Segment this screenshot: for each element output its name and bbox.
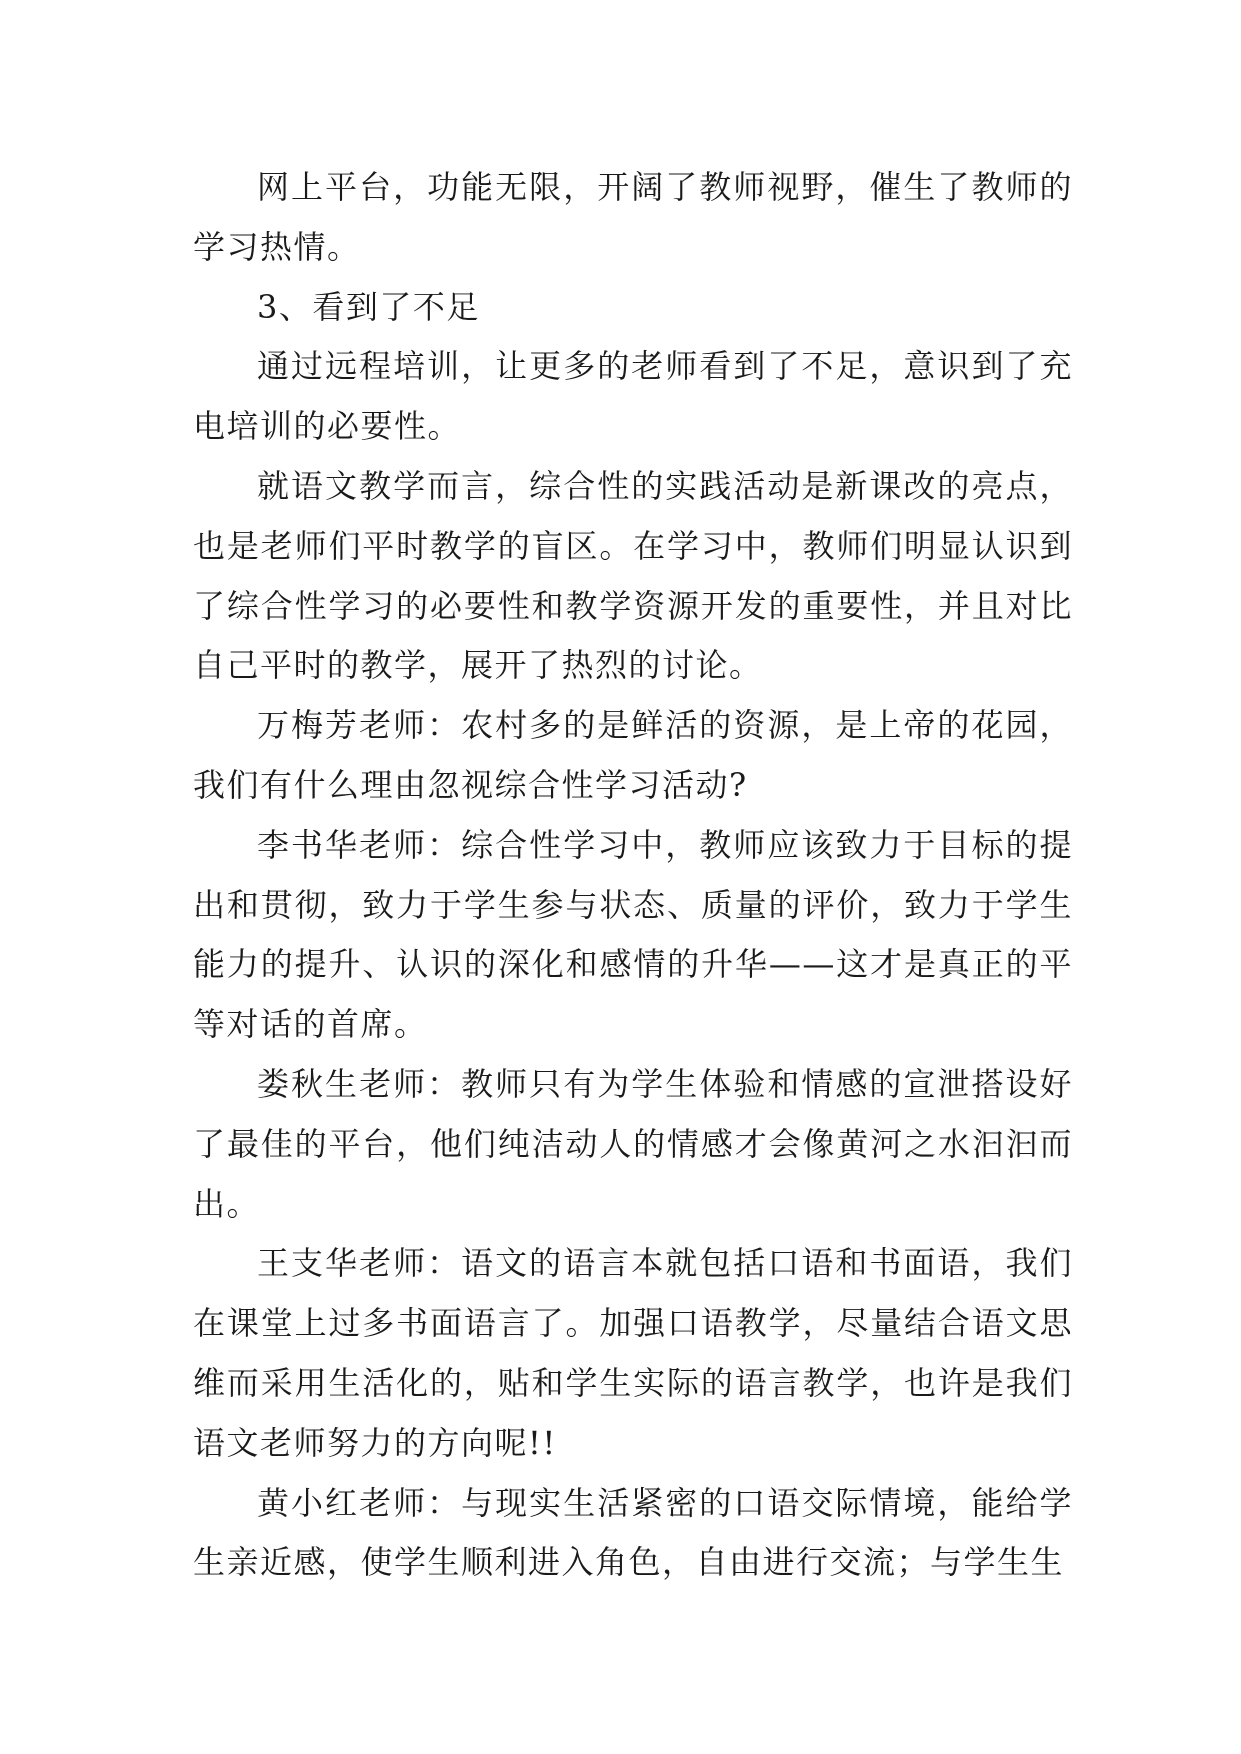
section-heading-shortcomings: 3、看到了不足	[257, 287, 480, 326]
paragraph-teacher-wang: 王支华老师：语文的语言本就包括口语和书面语，我们在课堂上过多书面语言了。加强口语教学，尽量结合语文思维而采用生活化的，贴和学生实际的语言教学，也许是我们语文老师努力的方向呢!!	[193, 1244, 1073, 1462]
paragraph-teacher-lou: 娄秋生老师：教师只有为学生体验和情感的宣泄搭设好了最佳的平台，他们纯洁动人的情感才会像黄河之水汩汩而出。	[193, 1064, 1073, 1223]
paragraph-teacher-li: 李书华老师：综合性学习中，教师应该致力于目标的提出和贯彻，致力于学生参与状态、质量的评价，致力于学生能力的提升、认识的深化和感情的升华——这才是真正的平等对话的首席。	[193, 825, 1073, 1044]
document-page	[193, 158, 1073, 1593]
paragraph-chinese-teaching: 就语文教学而言，综合性的实践活动是新课改的亮点，也是老师们平时教学的盲区。在学习中，教师们明显认识到了综合性学习的必要性和教学资源开发的重要性，并且对比自己平时的教学，展开了热烈的讨论。	[193, 466, 1073, 685]
paragraph-teacher-wan: 万梅芳老师：农村多的是鲜活的资源，是上帝的花园，我们有什么理由忽视综合性学习活动?	[193, 706, 1073, 804]
paragraph-teacher-huang: 黄小红老师：与现实生活紧密的口语交际情境，能给学生亲近感，使学生顺利进入角色，自由进行交流；与学生生	[193, 1483, 1073, 1582]
paragraph-remote-training: 通过远程培训，让更多的老师看到了不足，意识到了充电培训的必要性。	[193, 347, 1073, 446]
paragraph-platform-benefits: 网上平台，功能无限，开阔了教师视野，催生了教师的学习热情。	[193, 168, 1073, 266]
